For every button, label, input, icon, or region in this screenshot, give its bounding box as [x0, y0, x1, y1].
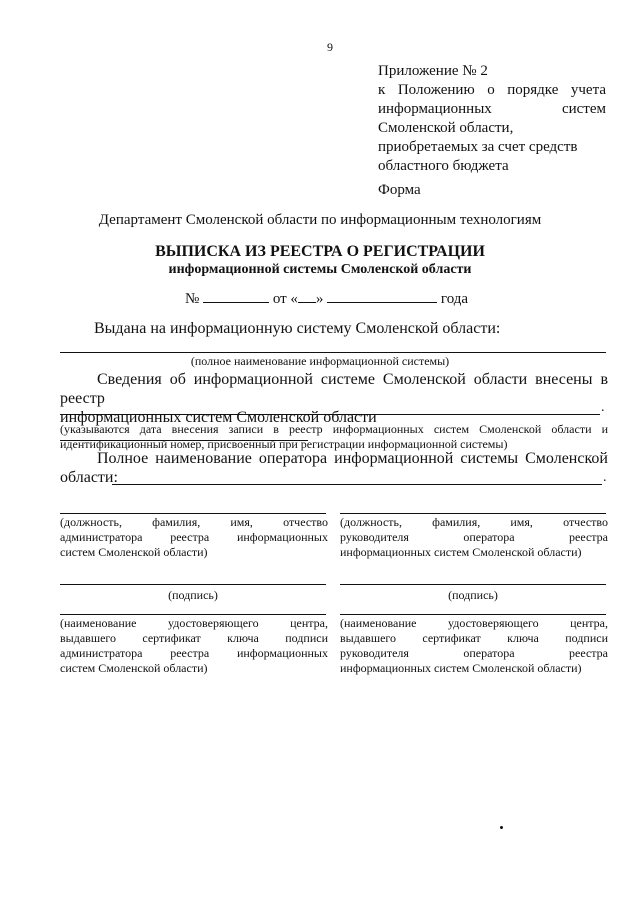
caption-line: систем Смоленской области): [60, 661, 208, 675]
department-name: Департамент Смоленской области по информационным технологиям: [98, 212, 542, 228]
caption-line: руководителя оператора реестра: [340, 530, 608, 544]
operator-line: Полное наименование оператора информационной системы Смоленской: [97, 450, 608, 467]
admin-signature-line[interactable]: [60, 584, 326, 585]
operator-head-signature-caption: (подпись): [448, 588, 498, 602]
operator-name-line[interactable]: [112, 484, 602, 485]
admin-center-caption: [60, 616, 328, 676]
caption-line: информационных систем Смоленской области): [340, 545, 582, 559]
appendix-line: информационных систем: [378, 101, 606, 117]
quote-close: »: [315, 291, 324, 307]
period-mark: .: [601, 400, 605, 415]
scan-speck: [500, 826, 503, 829]
operator-head-center-line[interactable]: [340, 614, 606, 615]
operator-head-caption: [340, 515, 608, 560]
form-label: Форма: [378, 182, 421, 198]
appendix-line: областного бюджета: [378, 158, 509, 174]
appendix-title: Приложение № 2: [378, 63, 488, 79]
caption-line: выдавшего сертификат ключа подписи: [60, 631, 328, 645]
caption-line: администратора реестра информационных: [60, 530, 328, 544]
appendix-line: к Положению о порядке учета: [378, 82, 606, 98]
document-subtitle: информационной системы Смоленской области: [168, 262, 472, 277]
caption-line: (должность, фамилия, имя, отчество: [60, 515, 328, 529]
date-caption: (указываются дата внесения записи в реестр информационных систем Смоленской области и идентификационный номер, присвоенный при регистрации информационной системы): [60, 422, 608, 451]
operator-head-signature-line[interactable]: [340, 584, 606, 585]
system-name-caption: (полное наименование информационной системы): [190, 354, 450, 368]
caption-line: руководителя оператора реестра: [340, 646, 608, 660]
registry-info-line-2[interactable]: [60, 414, 600, 415]
appendix-line: приобретаемых за счет средств: [378, 139, 578, 155]
appendix-line: Смоленской области,: [378, 120, 514, 136]
registry-info-line: информационных систем Смоленской области: [60, 409, 377, 426]
caption-line: выдавшего сертификат ключа подписи: [340, 631, 608, 645]
caption-line: информационных систем Смоленской области): [340, 661, 582, 675]
registry-info-line: Сведения об информационной системе Смоленской области внесены в реестр: [60, 371, 608, 407]
date-from-label: от «: [272, 291, 298, 307]
number-sign: №: [185, 291, 200, 307]
page-number: 9: [327, 40, 333, 54]
issued-for-text: Выдана на информационную систему Смоленской области:: [94, 320, 501, 337]
admin-name-line[interactable]: [60, 513, 326, 514]
operator-line: области:: [60, 469, 118, 486]
period-mark: .: [603, 470, 607, 485]
day-field[interactable]: [298, 290, 316, 303]
admin-signature-caption: (подпись): [168, 588, 218, 602]
system-name-line[interactable]: [60, 352, 606, 353]
caption-line: (наименование удостоверяющего центра,: [340, 616, 608, 630]
registration-number-line: [185, 290, 468, 308]
appendix-header: [378, 62, 606, 176]
caption-line: (наименование удостоверяющего центра,: [60, 616, 328, 630]
number-field[interactable]: [203, 290, 269, 303]
admin-name-caption: [60, 515, 328, 560]
document-title: ВЫПИСКА ИЗ РЕЕСТРА О РЕГИСТРАЦИИ: [155, 243, 485, 260]
operator-head-name-line[interactable]: [340, 513, 606, 514]
caption-line: администратора реестра информационных: [60, 646, 328, 660]
operator-head-center-caption: [340, 616, 608, 676]
admin-center-line[interactable]: [60, 614, 326, 615]
month-field[interactable]: [327, 290, 437, 303]
caption-line: (должность, фамилия, имя, отчество: [340, 515, 608, 529]
operator-paragraph: [60, 449, 608, 487]
year-label: года: [440, 291, 469, 307]
caption-line: систем Смоленской области): [60, 545, 208, 559]
